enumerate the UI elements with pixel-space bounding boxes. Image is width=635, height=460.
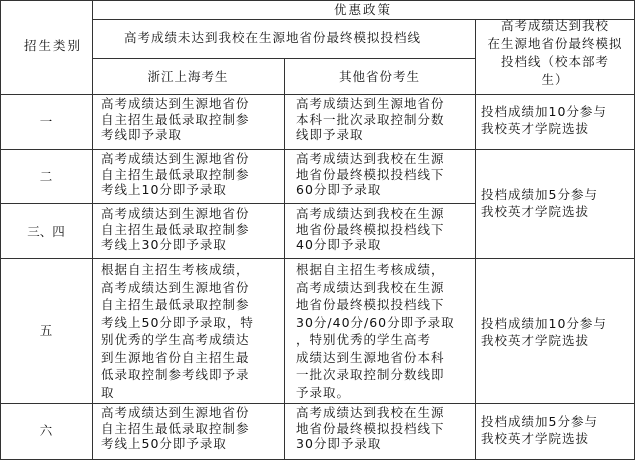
category-1: 一 [39,114,53,129]
benefit-cell-3: 投档成绩加10分参与 我校英才学院选拔 [481,316,607,348]
header-zj-sh: 浙江上海考生 [147,69,229,84]
zj-sh-cell-4: 根据自主招生考核成绩， 高考成绩达到生源地省份 自主招生最低录取控制参 考线上50分即予录取，特 别优秀的学生高考成绩达 到生源地省份自主招生最 低录取控制参考线即予录 取 [101,262,254,400]
divider-col-2 [284,58,285,460]
benefit-cell-4: 投档成绩加5分参与 我校英才学院选拔 [481,414,598,446]
zj-sh-cell-5: 高考成绩达到生源地省份 自主招生最低录取控制参 考线上50分即予录取 [101,405,250,451]
header-reached: 高考成绩达到我校 在生源地省份最终模拟 投档线（校本部考 生） [487,18,623,87]
category-5: 六 [39,423,53,438]
header-not-reached: 高考成绩未达到我校在生源地省份最终模拟投档线 [124,30,422,45]
border-top [0,0,634,1]
category-3: 三、四 [27,224,65,239]
category-2: 二 [39,169,53,184]
other-cell-5: 高考成绩达到我校在生源 地省份最终模拟投档线下 30分即予录取 [296,405,445,451]
other-cell-4: 根据自主招生考核成绩， 高考成绩达到我校在生源 地省份最终模拟投档线下 30分/40分/60分即予录取 ，特别优秀的学生高考 成绩达到生源地省份本科 一批次录取控制分数线即 予录取。 [296,262,455,400]
header-category: 招生类别 [24,38,83,53]
divider-header-bottom [0,94,634,95]
divider-row-1 [0,149,475,150]
zj-sh-cell-3: 高考成绩达到生源地省份 自主招生最低录取控制参 考线上30分即予录取 [101,206,250,252]
divider-col-3 [475,19,476,460]
header-other: 其他省份考生 [338,69,420,84]
other-cell-2: 高考成绩达到我校在生源 地省份最终模拟投档线下 60分即予录取 [296,151,445,197]
other-cell-3: 高考成绩达到我校在生源 地省份最终模拟投档线下 40分即予录取 [296,206,445,252]
divider-benefit-1 [475,149,634,150]
other-cell-1: 高考成绩达到生源地省份 本科一批次录取控制分数 线即予录取 [296,96,445,142]
zj-sh-cell-2: 高考成绩达到生源地省份 自主招生最低录取控制参 考线上10分即予录取 [101,151,250,197]
divider-row-2 [0,203,475,204]
divider-row-4 [0,403,634,404]
benefit-cell-2: 投档成绩加5分参与 我校英才学院选拔 [481,187,598,219]
header-policy: 优惠政策 [333,2,392,17]
zj-sh-cell-1: 高考成绩达到生源地省份 自主招生最低录取控制参 考线即予录取 [101,96,250,142]
benefit-cell-1: 投档成绩加10分参与 我校英才学院选拔 [481,104,607,136]
divider-row-3 [0,258,634,259]
category-4: 五 [39,323,53,338]
